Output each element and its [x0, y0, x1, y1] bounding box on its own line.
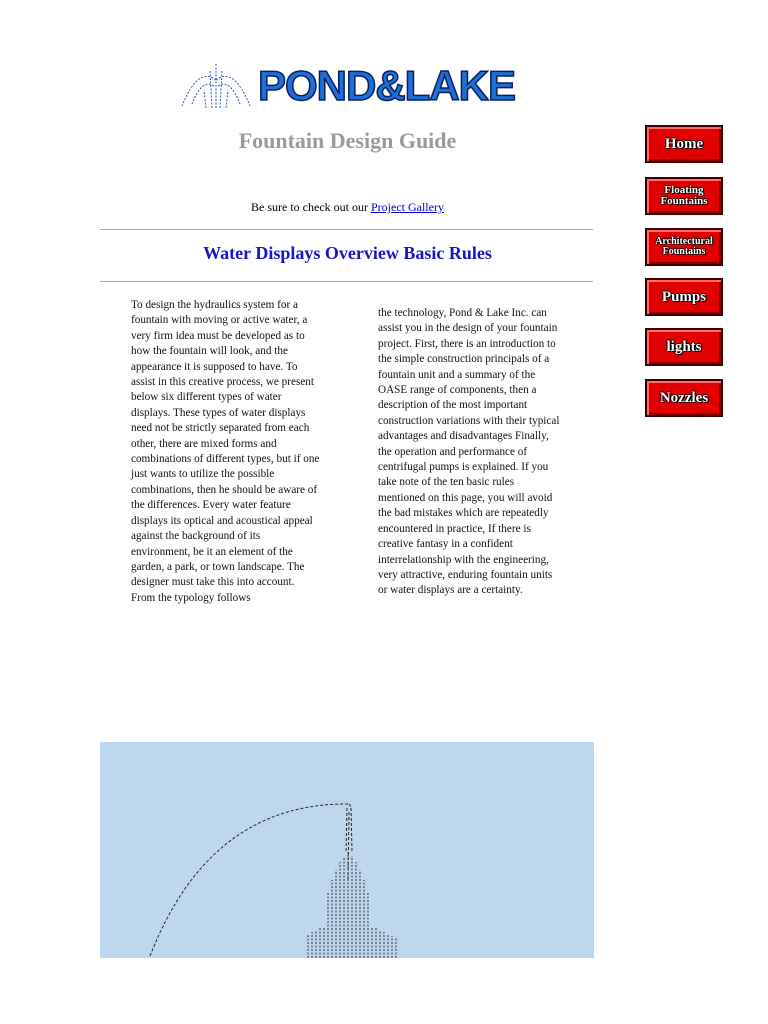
brand-wordmark: POND&LAKE [258, 62, 516, 109]
nav-floating-fountains-button[interactable] [645, 177, 723, 215]
pond-lake-logo [176, 60, 521, 112]
fountain-illustration [100, 742, 594, 958]
nav-floating-fountains-label [660, 185, 707, 207]
divider-bottom [100, 281, 593, 282]
divider-top [100, 229, 593, 230]
nav-nozzles-label: Nozzles [659, 389, 709, 406]
nav-floating-line1: Floating [664, 184, 704, 196]
section-heading: Water Displays Overview Basic Rules [203, 243, 492, 263]
project-gallery-link[interactable]: Project Gallery [370, 200, 444, 214]
article-column-left: To design the hydraulics system for a fountain with moving or active water, a very firm idea must be developed as to how the fountain will look, and the appearance it is supposed to have. To assist in this creative process, we present below six different types of water displays. These types of water displays need not be strictly separated from each other, there are mixed forms and combinations of different types, but if one just wants to utilize the possible combinations, then he should be aware of the differences. Every water feature displays its optical and acoustical appeal against the background of its environment, be it an element of the garden, a park, or town landscape. The designer must take this into account. From the typology follows [131, 299, 320, 604]
nav-architectural-fountains-label [655, 237, 713, 257]
article-column-right: the technology, Pond & Lake Inc. can assist you in the design of your fountain project. First, there is an introduction to the simple construction principals of a fountain unit and a summary of the OASE range of components, then a description of the most important construction variations with their typical advantages and disadvantages Finally, the operation and performance of centrifugal pumps is explained. If you take note of the ten basic rules mentioned on this page, you will avoid the bad mistakes which are repeatedly encountered in practice, If there is creative fantasy in a confident interrelationship with the engineering, very attractive, enduring fountain units or water displays are a certainty. [378, 307, 560, 597]
gallery-callout [100, 200, 595, 215]
nav-lights-button[interactable] [645, 328, 723, 366]
nav-pumps-button[interactable] [645, 278, 723, 316]
nav-floating-line2: Fountains [660, 195, 708, 207]
gallery-prefix: Be sure to check out our [251, 200, 368, 214]
nav-home-button[interactable] [645, 125, 723, 163]
fountain-logo-icon [176, 60, 256, 112]
nav-architectural-line2: Fountains [662, 246, 706, 257]
nav-architectural-line1: Architectural [655, 236, 713, 247]
page-title: Fountain Design Guide [238, 128, 457, 153]
fountain-drawing-icon [100, 742, 594, 958]
nav-lights-label: lights [666, 338, 702, 355]
nav-nozzles-button[interactable] [645, 379, 723, 417]
nav-architectural-fountains-button[interactable] [645, 228, 723, 266]
nav-pumps-label: Pumps [661, 288, 707, 305]
nav-home-label: Home [664, 135, 704, 152]
